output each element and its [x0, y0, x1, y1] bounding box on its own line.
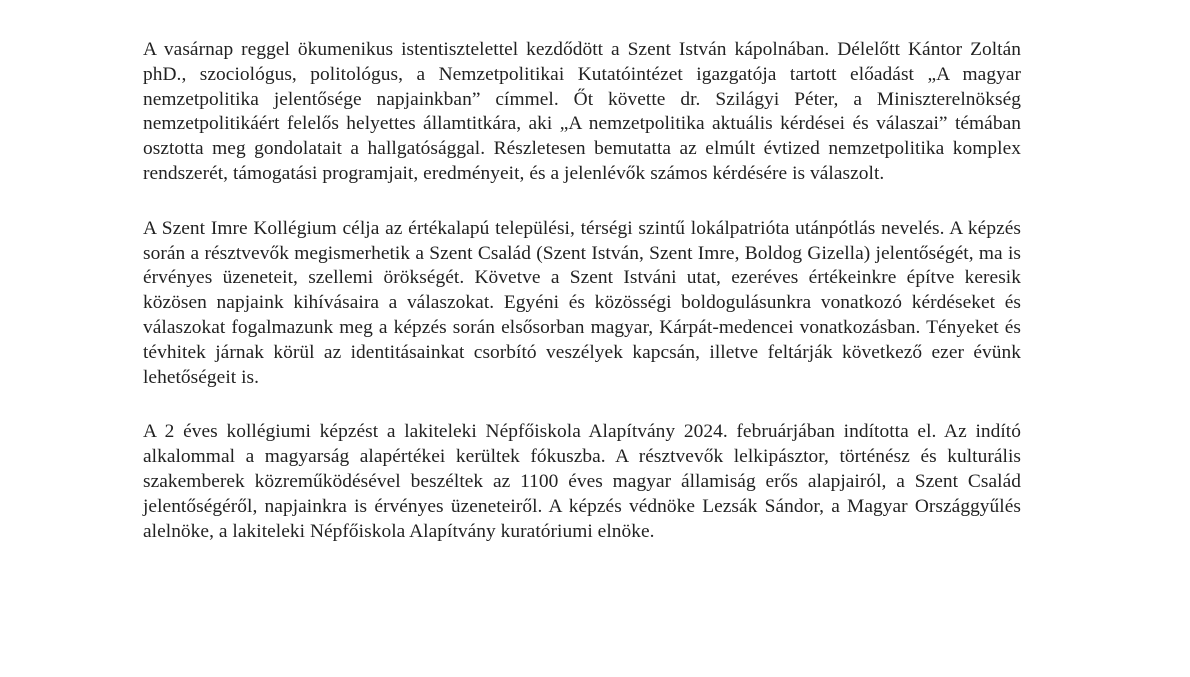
paragraph-training-launch: A 2 éves kollégiumi képzést a lakiteleki Népfőiskola Alapítvány 2024. februárjában indította el. Az indító alkalommal a magyarság alapértékei kerültek fókuszba. A résztvevők lelkipásztor, történész és kulturális szakemberek közreműködésével beszéltek az 1100 éves magyar államiság erős alapjairól, a Szent Család jelentőségéről, napjainkra is érvényes üzeneteiről. A képzés védnöke Lezsák Sándor, a Magyar Országgyűlés alelnöke, a lakiteleki Népfőiskola Alapítvány kuratóriumi elnöke. [143, 421, 1021, 542]
paragraph-service-and-lectures: A vasárnap reggel ökumenikus istentisztelettel kezdődött a Szent István kápolnában. Délelőtt Kántor Zoltán phD., szociológus, politológus, a Nemzetpolitikai Kutatóintézet igazgatója tartott előadást „A magyar nemzetpolitika jelentősége napjainkban” címmel. Őt követte dr. Szilágyi Péter, a Miniszterelnökség nemzetpolitikáért felelős helyettes államtitkára, aki „A nemzetpolitika aktuális kérdései és válaszai” témában osztotta meg gondolatait a hallgatósággal. Részletesen bemutatta az elmúlt évtized nemzetpolitika komplex rendszerét, támogatási programjait, eredményeit, és a jelenlévők számos kérdésére is válaszolt. [143, 39, 1021, 184]
article-body [143, 38, 1021, 574]
paragraph-college-goal: A Szent Imre Kollégium célja az értékalapú települési, térségi szintű lokálpatrióta utánpótlás nevelés. A képzés során a résztvevők megismerhetik a Szent Család (Szent István, Szent Imre, Boldog Gizella) jelentőségét, ma is érvényes üzeneteit, szellemi örökségét. Követve a Szent Istváni utat, ezeréves értékeinkre építve keresik közösen napjaink kihívásaira a válaszokat. Egyéni és közösségi boldogulásunkra vonatkozó kérdéseket és válaszokat fogalmazunk meg a képzés során elsősorban magyar, Kárpát-medencei vonatkozásban. Tényeket és tévhitek járnak körül az identitásainkat csorbító veszélyek kapcsán, illetve feltárják következő ezer évünk lehetőségeit is. [143, 217, 1021, 388]
